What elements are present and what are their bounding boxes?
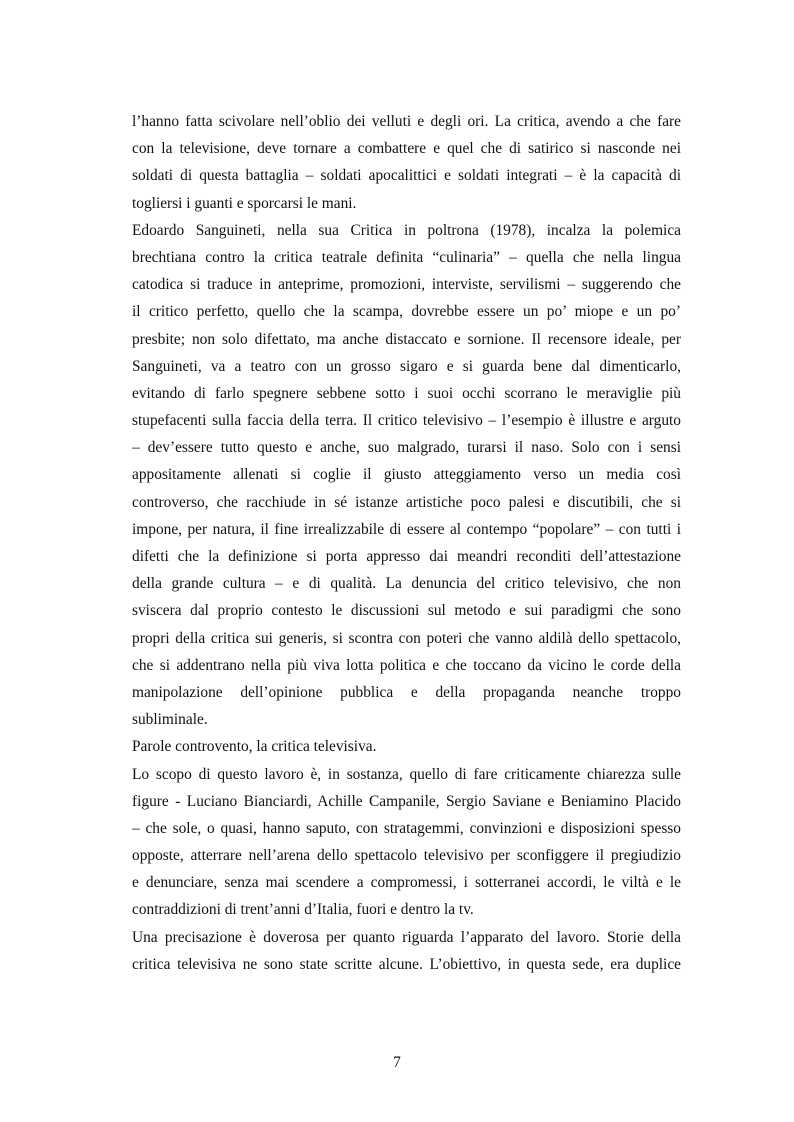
text-line: – dev’essere tutto questo e anche, suo malgrado, turarsi il naso. Solo con i sensi bbox=[132, 439, 681, 457]
text-line: della grande cultura – e di qualità. La denuncia del critico televisivo, che non bbox=[132, 575, 681, 593]
text-line: appositamente allenati si coglie il giusto atteggiamento verso un media così bbox=[132, 466, 681, 484]
text-line: brechtiana contro la critica teatrale definita “culinaria” – quella che nella lingua bbox=[132, 248, 681, 266]
text-line: sviscera dal proprio contesto le discussioni sul metodo e sui paradigmi che sono bbox=[132, 602, 681, 620]
text-line: manipolazione dell’opinione pubblica e della propaganda neanche troppo bbox=[132, 683, 681, 701]
text-line: – che sole, o quasi, hanno saputo, con stratagemmi, convinzioni e disposizioni spesso bbox=[132, 819, 681, 837]
body-text bbox=[132, 108, 681, 978]
text-line: l’hanno fatta scivolare nell’oblio dei velluti e degli ori. La critica, avendo a che fare bbox=[132, 113, 681, 130]
text-line: soldati di questa battaglia – soldati apocalittici e soldati integrati – è la capacità di bbox=[132, 167, 681, 185]
paragraph bbox=[132, 924, 681, 978]
page-number: 7 bbox=[393, 1054, 401, 1071]
text-line: il critico perfetto, quello che la scampa, dovrebbe essere un po’ miope e un po’ bbox=[132, 303, 681, 321]
text-line: Parole controvento, la critica televisiva. bbox=[132, 738, 377, 756]
text-line: figure - Luciano Bianciardi, Achille Campanile, Sergio Saviane e Beniamino Placido bbox=[132, 792, 681, 810]
text-line: presbite; non solo difettato, ma anche distaccato e sornione. Il recensore ideale, per bbox=[132, 330, 681, 348]
paragraph bbox=[132, 761, 681, 924]
text-line: stupefacenti sulla faccia della terra. Il critico televisivo – l’esempio è illustre e arguto bbox=[132, 412, 681, 430]
text-line: evitando di farlo spegnere sebbene sotto i suoi occhi scorrano le meraviglie più bbox=[132, 384, 681, 402]
text-line: propri della critica sui generis, si scontra con poteri che vanno aldilà dello spettacolo, bbox=[132, 629, 681, 647]
text-line: catodica si traduce in anteprime, promozioni, interviste, servilismi – suggerendo che bbox=[132, 276, 681, 294]
text-line: Una precisazione è doverosa per quanto riguarda l’apparato del lavoro. Storie della bbox=[132, 928, 681, 946]
text-line: Edoardo Sanguineti, nella sua Critica in poltrona (1978), incalza la polemica bbox=[132, 221, 681, 239]
paragraph bbox=[132, 108, 681, 217]
text-line: controverso, che racchiude in sé istanze artistiche poco palesi e discutibili, che si bbox=[132, 493, 681, 511]
text-line: opposte, atterrare nell’arena dello spettacolo televisivo per sconfiggere il pregiudizio bbox=[132, 847, 681, 865]
text-line: Lo scopo di questo lavoro è, in sostanza, quello di fare criticamente chiarezza sulle bbox=[132, 765, 681, 783]
text-line: e denunciare, senza mai scendere a compromessi, i sotterranei accordi, le viltà e le bbox=[132, 874, 681, 892]
paragraph bbox=[132, 733, 681, 760]
text-line: che si addentrano nella più viva lotta politica e che toccano da vicino le corde della bbox=[132, 656, 681, 674]
text-line: subliminale. bbox=[132, 711, 208, 729]
text-line: togliersi i guanti e sporcarsi le mani. bbox=[132, 194, 357, 212]
text-line: contraddizioni di trent’anni d’Italia, fuori e dentro la tv. bbox=[132, 901, 474, 919]
text-line: difetti che la definizione si porta appresso dai meandri reconditi dell’attestazione bbox=[132, 548, 681, 565]
text-line: critica televisiva ne sono state scritte alcune. L’obiettivo, in questa sede, era duplice bbox=[132, 955, 681, 973]
text-line: con la televisione, deve tornare a combattere e quel che di satirico si nasconde nei bbox=[132, 140, 681, 158]
text-line: Sanguineti, va a teatro con un grosso sigaro e si guarda bene dal dimenticarlo, bbox=[132, 357, 681, 375]
text-line: impone, per natura, il fine irrealizzabile di essere al contempo “popolare” – con tutti i bbox=[132, 520, 681, 538]
paragraph bbox=[132, 217, 681, 734]
